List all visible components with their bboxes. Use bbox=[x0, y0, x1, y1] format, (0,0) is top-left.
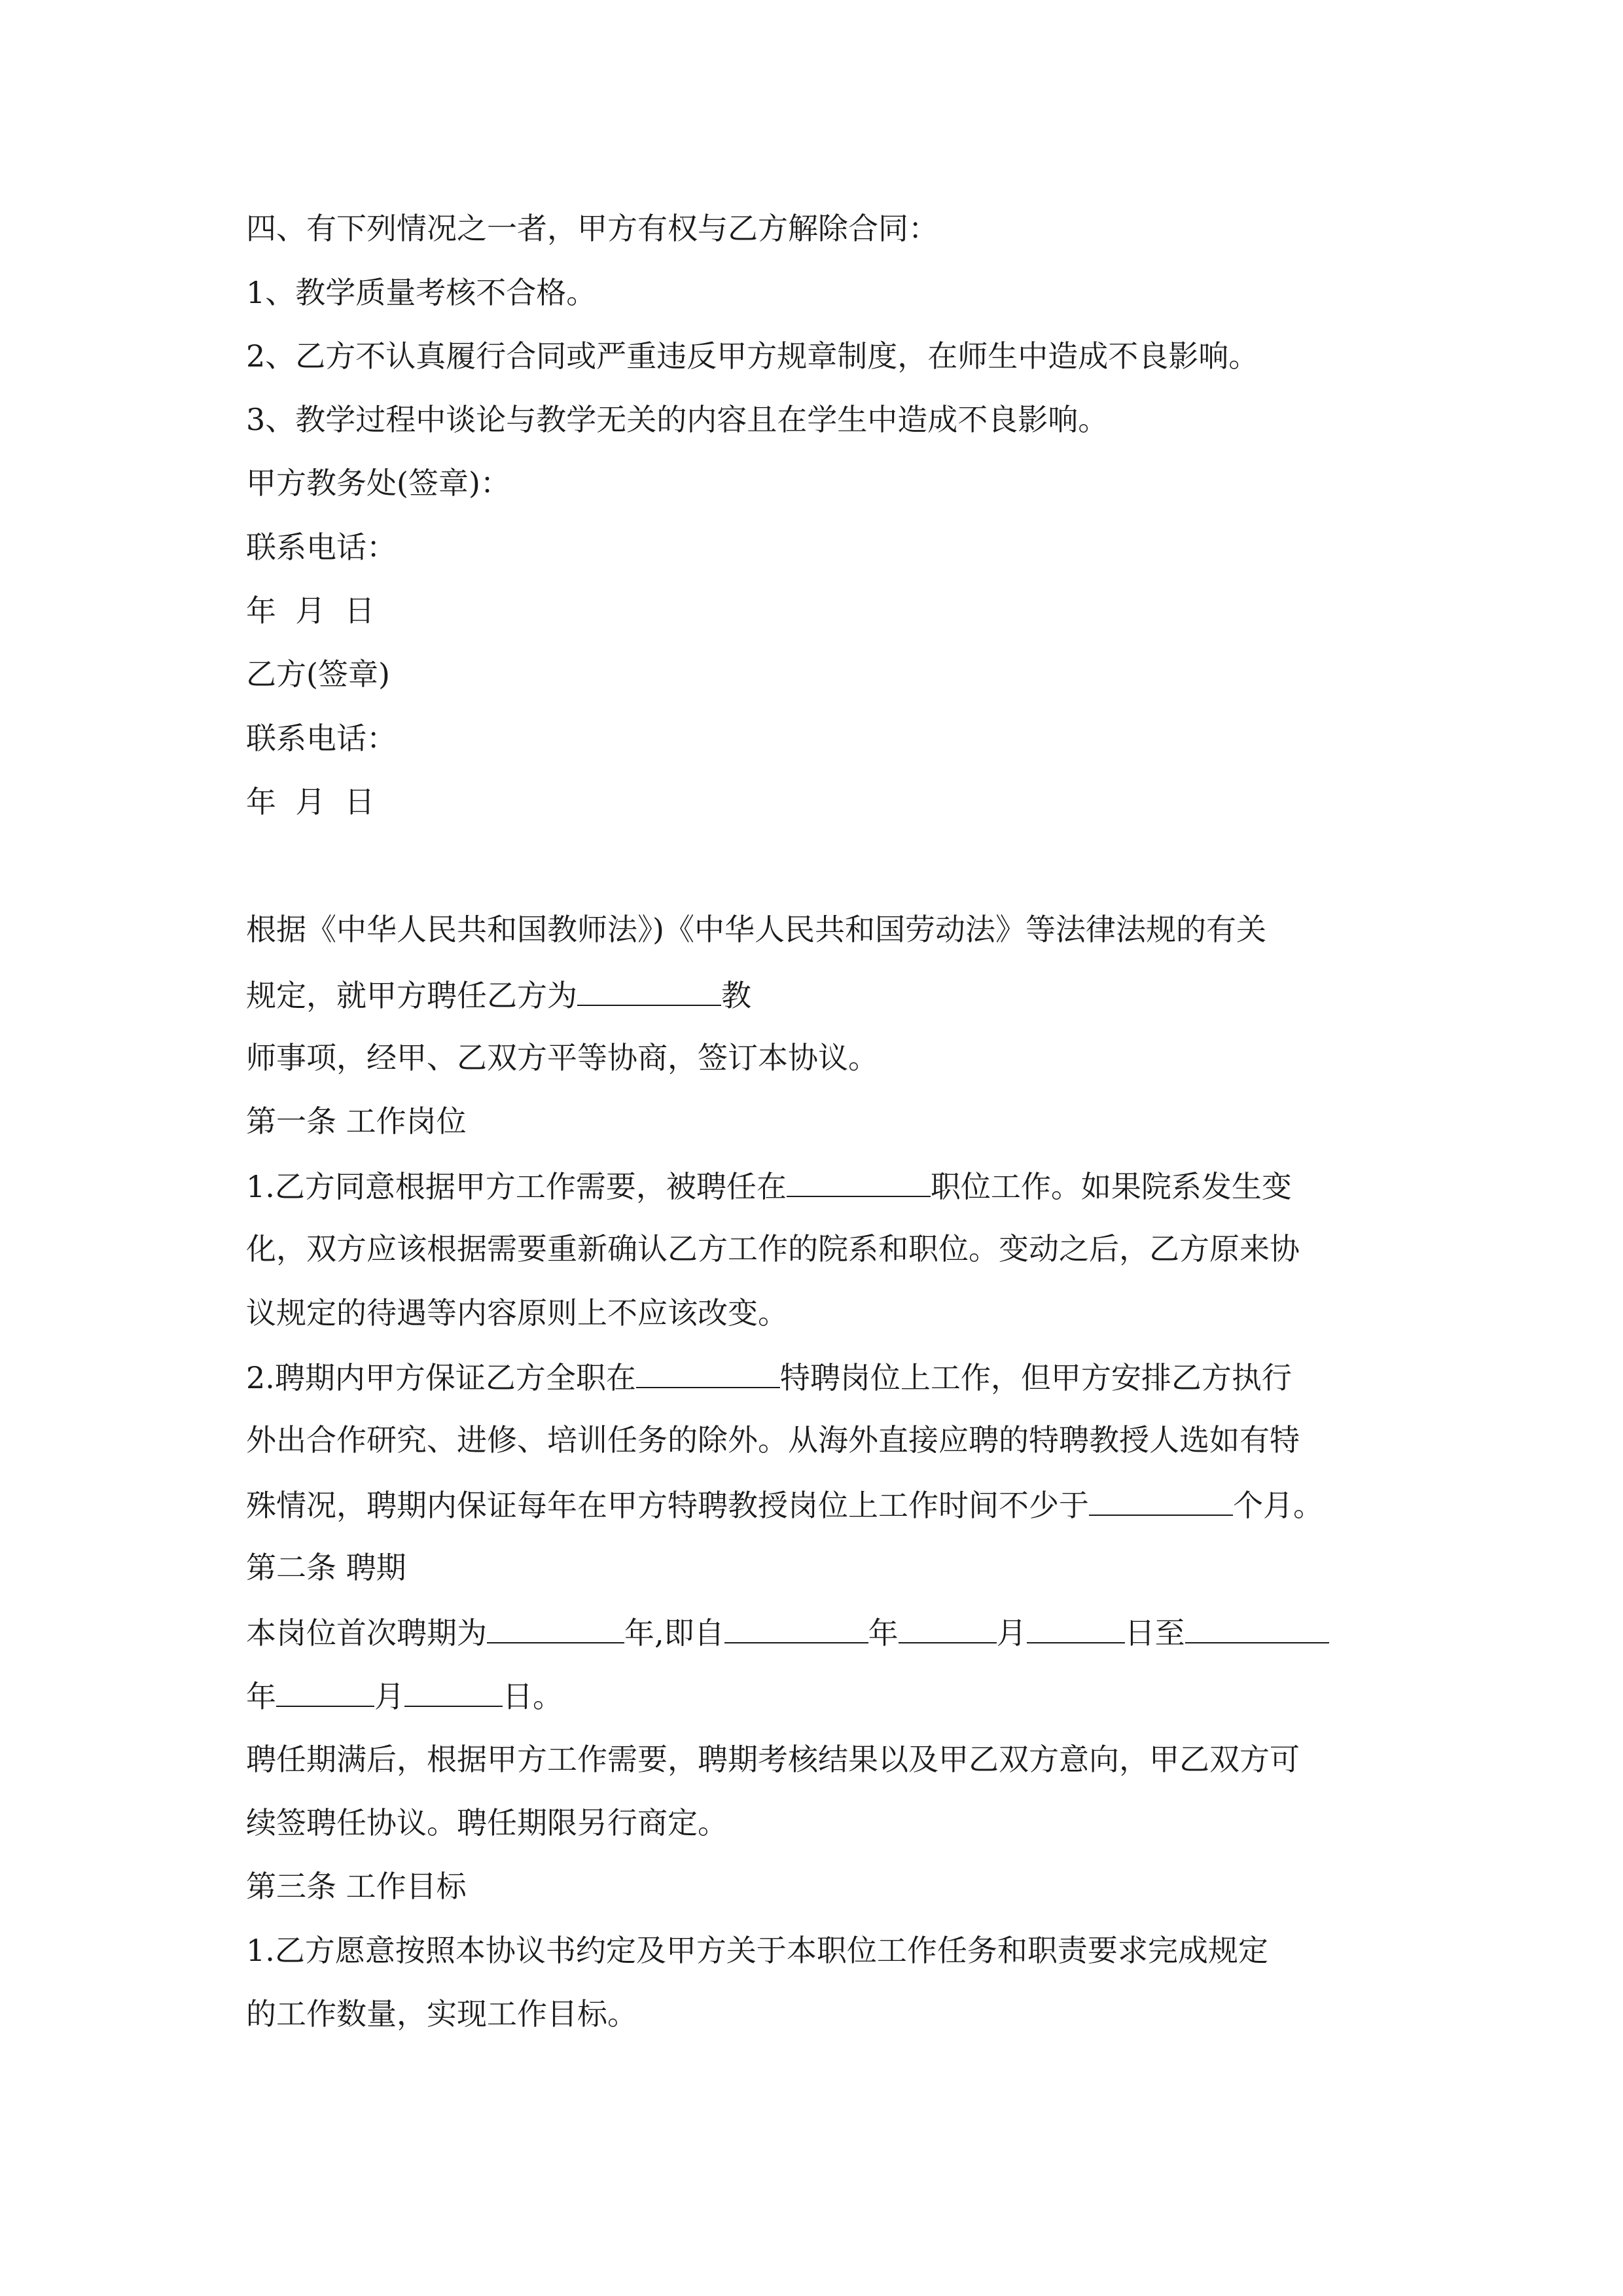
body-text: 年,即自 bbox=[624, 1615, 724, 1651]
termination-item-3: 3、教学过程中谈论与教学无关的内容且在学生中造成不良影响。 bbox=[246, 402, 1109, 437]
body-text: 1.乙方同意根据甲方工作需要，被聘任在 bbox=[246, 1169, 787, 1204]
blank-end-day-field[interactable] bbox=[404, 1676, 503, 1707]
body-text: 年 bbox=[246, 1679, 276, 1714]
party-b-date: 年 月 日 bbox=[246, 784, 375, 819]
article-2-line-1 bbox=[246, 1612, 1418, 1651]
intro-line-1: 根据《中华人民共和国教师法》)《中华人民共和国劳动法》等法律法规的有关 bbox=[246, 912, 1266, 947]
body-text: 年 bbox=[868, 1615, 899, 1651]
article-2-para-2-line-1: 聘任期满后，根据甲方工作需要，聘期考核结果以及甲乙双方意向，甲乙双方可 bbox=[246, 1742, 1300, 1777]
blank-start-month-field[interactable] bbox=[899, 1612, 997, 1643]
body-text: 职位工作。如果院系发生变 bbox=[930, 1169, 1292, 1204]
body-text: 2.聘期内甲方保证乙方全职在 bbox=[246, 1360, 636, 1395]
article-1-para-2-line-1 bbox=[246, 1357, 1418, 1396]
article-1-para-2-line-3 bbox=[246, 1484, 1418, 1524]
article-1-para-1-line-2: 化，双方应该根据需要重新确认乙方工作的院系和职位。变动之后，乙方原来协 bbox=[246, 1231, 1300, 1266]
blank-fulltime-field[interactable] bbox=[636, 1357, 780, 1388]
body-text: 月 bbox=[374, 1679, 404, 1714]
body-text: 个月。 bbox=[1233, 1488, 1323, 1523]
party-b-signature: 乙方(签章) bbox=[246, 656, 390, 692]
intro-text: 教 bbox=[721, 978, 751, 1013]
article-2-para-2-line-2: 续签聘任协议。聘任期限另行商定。 bbox=[246, 1805, 728, 1840]
intro-text: 规定，就甲方聘任乙方为 bbox=[246, 978, 577, 1013]
blank-end-month-field[interactable] bbox=[276, 1676, 374, 1707]
intro-line-2 bbox=[246, 975, 1418, 1014]
body-text: 特聘岗位上工作，但甲方安排乙方执行 bbox=[779, 1360, 1292, 1395]
body-text: 日至 bbox=[1124, 1615, 1185, 1651]
article-3-title: 第三条 工作目标 bbox=[246, 1869, 467, 1904]
body-text: 本岗位首次聘期为 bbox=[246, 1615, 487, 1651]
blank-months-field[interactable] bbox=[1089, 1484, 1233, 1516]
article-1-para-1-line-3: 议规定的待遇等内容原则上不应该改变。 bbox=[246, 1295, 788, 1331]
article-1-para-1-line-1 bbox=[246, 1166, 1418, 1205]
article-3-para-1-line-2: 的工作数量，实现工作目标。 bbox=[246, 1996, 637, 2032]
clause-4-heading: 四、有下列情况之一者，甲方有权与乙方解除合同： bbox=[246, 211, 938, 246]
article-3-para-1-line-1: 1.乙方愿意按照本协议书约定及甲方关于本职位工作任务和职责要求完成规定 bbox=[246, 1933, 1268, 1968]
termination-item-1: 1、教学质量考核不合格。 bbox=[246, 275, 597, 310]
party-b-phone: 联系电话： bbox=[246, 721, 397, 756]
blank-start-day-field[interactable] bbox=[1027, 1612, 1125, 1643]
blank-term-years-field[interactable] bbox=[487, 1612, 624, 1643]
blank-end-year-field[interactable] bbox=[1185, 1612, 1329, 1643]
article-2-line-2 bbox=[246, 1676, 1418, 1715]
party-a-phone: 联系电话： bbox=[246, 529, 397, 565]
body-text: 殊情况，聘期内保证每年在甲方特聘教授岗位上工作时间不少于 bbox=[246, 1488, 1089, 1523]
party-a-signature: 甲方教务处(签章)： bbox=[246, 465, 510, 501]
article-1-title: 第一条 工作岗位 bbox=[246, 1103, 467, 1139]
party-a-date: 年 月 日 bbox=[246, 593, 375, 628]
body-text: 月 bbox=[996, 1615, 1027, 1651]
termination-item-2: 2、乙方不认真履行合同或严重违反甲方规章制度，在师生中造成不良影响。 bbox=[246, 338, 1259, 374]
article-1-para-2-line-2: 外出合作研究、进修、培训任务的除外。从海外直接应聘的特聘教授人选如有特 bbox=[246, 1422, 1300, 1458]
blank-start-year-field[interactable] bbox=[724, 1612, 868, 1643]
blank-position-field[interactable] bbox=[577, 975, 721, 1006]
intro-line-3: 师事项，经甲、乙双方平等协商，签订本协议。 bbox=[246, 1040, 878, 1075]
article-2-title: 第二条 聘期 bbox=[246, 1550, 406, 1585]
body-text: 日。 bbox=[503, 1679, 563, 1714]
blank-post-field[interactable] bbox=[787, 1166, 931, 1197]
